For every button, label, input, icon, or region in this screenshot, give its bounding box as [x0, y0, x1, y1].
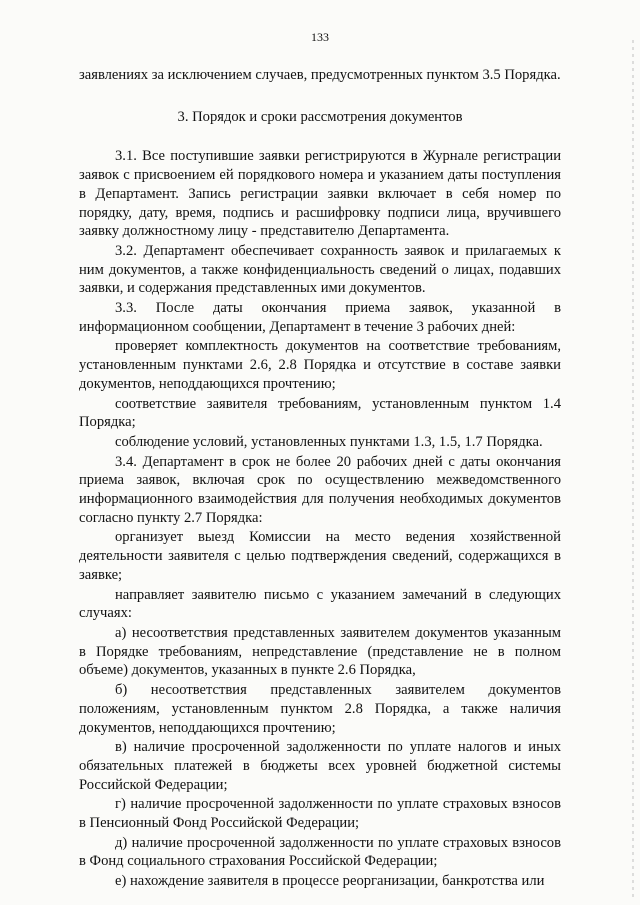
list-item-applicant-compliance: соответствие заявителя требованиям, установленным пунктом 1.4 Порядка;: [79, 395, 561, 431]
list-item-b: б) несоответствия представленных заявителем документов положениям, установленным пунктом 2.8 Порядка, а также наличия документов, неподдающихся прочтению;: [79, 682, 561, 736]
list-item-commission-visit: организует выезд Комиссии на место ведения хозяйственной деятельности заявителя с целью подтверждения сведений, содержащихся в заявке;: [79, 529, 561, 583]
paragraph-3-4: 3.4. Департамент в срок не более 20 рабочих дней с даты окончания приема заявок, включая срок по осуществлению межведомственного информационного взаимодействия для получения необходимых документов согласно пункту 2.7 Порядка:: [79, 453, 561, 526]
list-item-g: г) наличие просроченной задолженности по уплате страховых взносов в Пенсионный Фонд Российской Федерации;: [79, 796, 561, 832]
list-item-conditions: соблюдение условий, установленных пунктами 1.3, 1.5, 1.7 Порядка.: [115, 433, 543, 450]
list-item-e: е) нахождение заявителя в процессе реорганизации, банкротства или: [115, 873, 545, 890]
list-item-a: а) несоответствия представленных заявителем документов указанным в Порядке требованиям, непредставление (представление не в полном объеме) документов, указанных в пункте 2.6 Порядка,: [79, 624, 561, 679]
page-number: 133: [311, 30, 329, 44]
section-heading: 3. Порядок и сроки рассмотрения документов: [177, 108, 463, 125]
list-item-d: д) наличие просроченной задолженности по уплате страховых взносов в Фонд социального страхования Российской Федерации;: [79, 834, 561, 870]
paragraph-3-1: 3.1. Все поступившие заявки регистрируются в Журнале регистрации заявок с присвоением ей порядкового номера и указанием даты поступления в Департамент. Запись регистрации заявки включает в себя номер по порядку, дату, время, подпись и расшифровку подписи лица, вручившего заявку должностному лицу - представителю Департамента.: [79, 148, 561, 240]
scan-edge-shadow: [632, 40, 634, 900]
list-item-check-completeness: проверяет комплектность документов на соответствие требованиям, установленным пунктами 2.6, 2.8 Порядка и отсутствие в составе заявки документов, неподдающихся прочтению;: [79, 338, 561, 392]
list-item-remarks-letter: направляет заявителю письмо с указанием замечаний в следующих случаях:: [79, 586, 561, 622]
document-body: [79, 66, 561, 891]
list-item-v: в) наличие просроченной задолженности по уплате налогов и иных обязательных платежей в бюджеты всех уровней бюджетной системы Российской Федерации;: [79, 739, 561, 793]
paragraph-continuation: заявлениях за исключением случаев, предусмотренных пунктом 3.5 Порядка.: [79, 67, 561, 83]
paragraph-3-2: 3.2. Департамент обеспечивает сохранность заявок и прилагаемых к ним документов, а также конфиденциальность сведений о лицах, подавших заявки, и содержания представленных ими документов.: [79, 242, 561, 297]
paragraph-3-3: 3.3. После даты окончания приема заявок, указанной в информационном сообщении, Департамент в течение 3 рабочих дней:: [79, 300, 561, 335]
